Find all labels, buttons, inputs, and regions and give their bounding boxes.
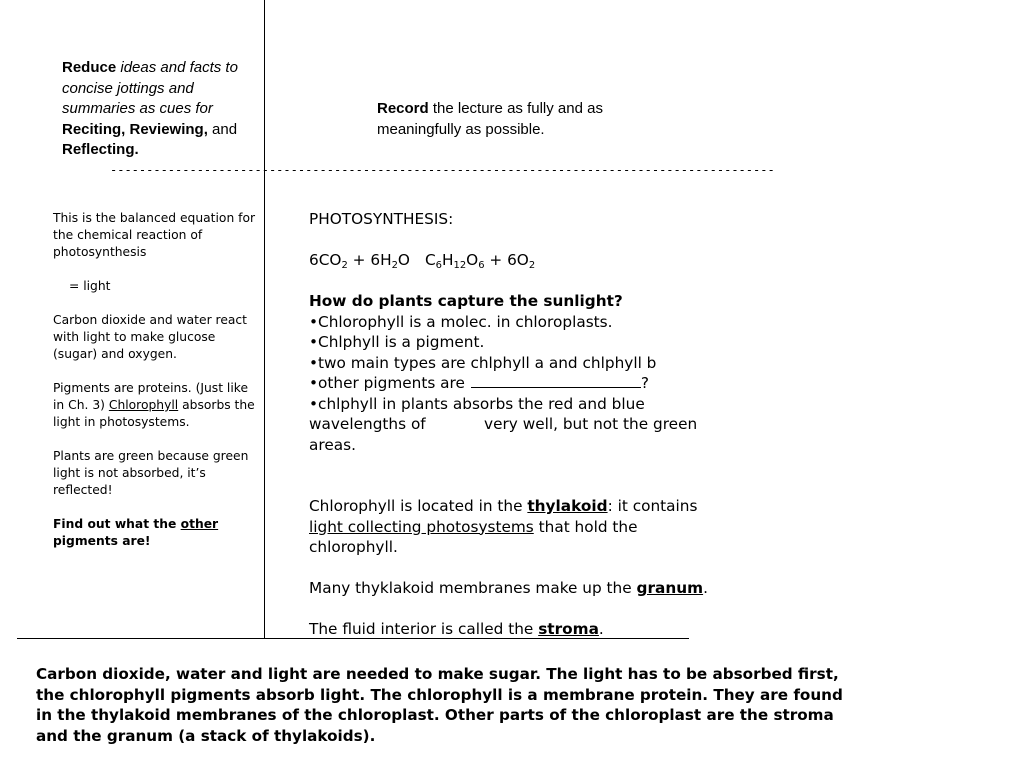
notes-bullet: • two main types are chlphyll a and chlphyll b	[309, 353, 729, 374]
cue-task-note	[53, 516, 258, 550]
chlorophyll-term: Chlorophyll	[108, 398, 179, 412]
other-term: other	[180, 517, 219, 531]
photosystems-term: light collecting photosystems	[309, 517, 534, 536]
cue-task-text: Find out what the	[53, 517, 181, 531]
cue-reaction-note: Carbon dioxide and water react with light to make glucose (sugar) and oxygen.	[53, 313, 248, 361]
cue-instruction-text: ideas and facts to concise jottings and summaries as cues for	[62, 59, 238, 117]
notes-bullet: • Chlorophyll is a molec. in chloroplasts.	[309, 312, 729, 333]
reciting-reviewing-label: Reciting, Reviewing,	[62, 120, 208, 138]
record-column-instruction	[377, 99, 657, 140]
cue-green-note: Plants are green because green light is not absorbed, it’s reflected!	[53, 449, 249, 497]
and-text: and	[207, 120, 238, 138]
notes-bullet: • chlphyll in plants absorbs the red and blue wavelengths of very well, but not the green areas.	[309, 394, 729, 456]
fill-in-blank	[471, 373, 641, 388]
granum-term: granum	[636, 579, 704, 597]
cue-pigments-text-end: absorbs the light in photosystems.	[53, 398, 255, 429]
stroma-note: The fluid interior is called the stroma.	[309, 620, 604, 638]
cue-task-text-end: pigments are!	[53, 534, 151, 548]
cue-column	[53, 210, 258, 550]
record-instruction-text: the lecture as fully and as meaningfully as possible.	[377, 100, 603, 138]
granum-note: Many thyklakoid membranes make up the granum.	[309, 579, 708, 597]
stroma-term: stroma	[538, 620, 599, 638]
reflecting-label: Reflecting.	[62, 141, 139, 158]
notes-bullet-blank: • other pigments are ?	[309, 373, 729, 394]
dashed-divider: --------------------------------------------------------------------------------------------	[110, 163, 775, 177]
cue-pigments-text: Pigments are proteins. (Just like in Ch. 3)	[53, 381, 249, 412]
thylakoid-note: Chlorophyll is located in the thylakoid: it contains light collecting photosystems that hold the chlorophyll.	[309, 497, 698, 556]
summary-paragraph: Carbon dioxide, water and light are needed to make sugar. The light has to be absorbed first, the chlorophyll pigments absorb light. The chlorophyll is a membrane protein. They are found in the thylakoid membranes of the chloroplast. Other parts of the chloroplast are the stroma and the granum (a stack of thylakoids).	[36, 665, 843, 745]
reduce-label: Reduce	[62, 59, 117, 76]
cue-light-note: = light	[69, 279, 111, 293]
photosynthesis-equation: $6CO_2 + 6H_2O$ $C_6H_{12}O_6 + 6O_2$	[309, 251, 536, 271]
cue-equation-note: This is the balanced equation for the chemical reaction of photosynthesis	[53, 211, 256, 259]
cue-column-instruction	[62, 58, 267, 161]
thylakoid-term: thylakoid	[527, 497, 608, 515]
notes-title: PHOTOSYNTHESIS:	[309, 210, 454, 228]
notes-question: How do plants capture the sunlight?	[309, 292, 623, 310]
record-label: Record	[377, 100, 429, 117]
notes-column	[309, 209, 729, 640]
notes-bullet: • Chlphyll is a pigment.	[309, 332, 729, 353]
cue-pigments-note	[53, 380, 258, 431]
